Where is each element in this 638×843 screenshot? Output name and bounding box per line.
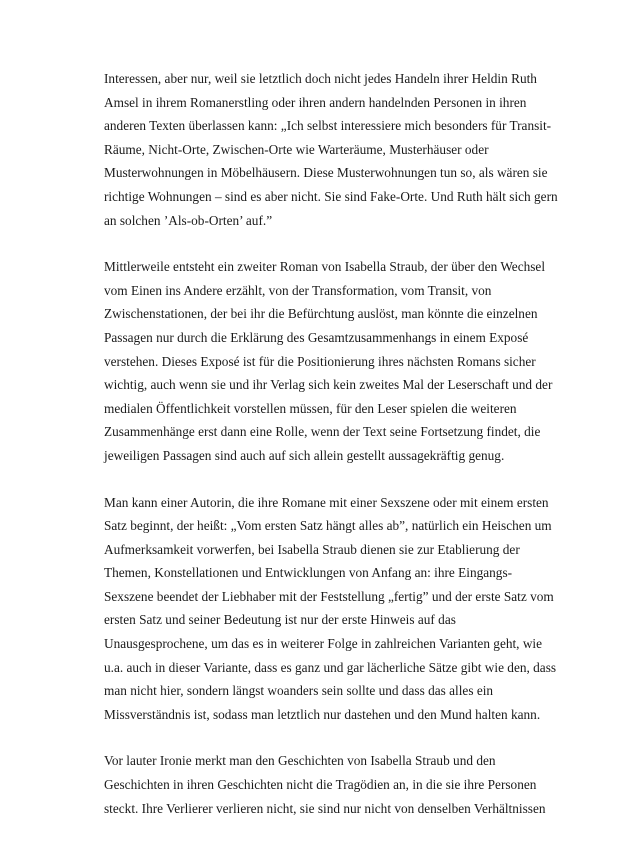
text-line: richtige Wohnungen – sind es aber nicht. Sie sind Fake-Orte. Und Ruth hält sich gern — [104, 188, 558, 204]
text-line: vom Einen ins Andere erzählt, von der Transformation, vom Transit, von — [104, 282, 492, 298]
text-line: Aufmerksamkeit vorwerfen, bei Isabella Straub dienen sie zur Etablierung der — [104, 541, 520, 557]
text-line: Musterwohnungen in Möbelhäusern. Diese Musterwohnungen tun so, als wären sie — [104, 165, 548, 181]
text-line: wichtig, auch wenn sie und ihr Verlag sich kein zweites Mal der Leserschaft und der — [104, 377, 553, 393]
text-line: verstehen. Dieses Exposé ist für die Positionierung ihres nächsten Romans sicher — [104, 353, 536, 369]
text-line: Geschichten in ihren Geschichten nicht die Tragödien an, in die sie ihre Personen — [104, 777, 537, 793]
text-line: Zusammenhänge erst dann eine Rolle, wenn der Text seine Fortsetzung findet, die — [104, 424, 541, 440]
text-line: Satz beginnt, der heißt: „Vom ersten Satz hängt alles ab”, natürlich ein Heischen um — [104, 518, 552, 534]
text-line: Vor lauter Ironie merkt man den Geschichten von Isabella Straub und den — [104, 753, 496, 769]
text-line: Unausgesprochene, um das es in weiterer Folge in zahlreichen Varianten geht, wie — [104, 636, 543, 652]
text-line: Interessen, aber nur, weil sie letztlich doch nicht jedes Handeln ihrer Heldin Ruth — [104, 71, 537, 86]
text-line: an solchen ’Als-ob-Orten’ auf.” — [104, 212, 273, 228]
text-line: Amsel in ihrem Romanerstling oder ihren andern handelnden Personen in ihren — [104, 94, 527, 110]
text-line: medialen Öffentlichkeit vorstellen müssen, für den Leser spielen die weiteren — [104, 400, 517, 416]
text-line: Mittlerweile entsteht ein zweiter Roman von Isabella Straub, der über den Wechsel — [104, 259, 546, 275]
text-line: Passagen nur durch die Erklärung des Gesamtzusammenhangs in einem Exposé — [104, 329, 529, 345]
text-line: Zwischenstationen, der bei ihr die Befürchtung auslöst, man könnte die einzelnen — [104, 306, 538, 322]
text-line: Themen, Konstellationen und Entwicklungen von Anfang an: ihre Eingangs- — [104, 565, 513, 581]
document-body — [104, 67, 558, 843]
text-line: anderen Texten überlassen kann: „Ich selbst interessiere mich besonders für Transit- — [104, 118, 552, 134]
text-line: man nicht hier, sondern längst woanders sein sollte und dass das alles ein — [104, 683, 494, 699]
text-line: steckt. Ihre Verlierer verlieren nicht, sie sind nur nicht von denselben Verhältnissen — [104, 800, 546, 816]
paragraph-3 — [104, 491, 557, 727]
text-line: Räume, Nicht-Orte, Zwischen-Orte wie Warteräume, Musterhäuser oder — [104, 141, 489, 157]
paragraph-1 — [104, 67, 558, 232]
text-line: Missverständnis ist, sodass man letztlich nur dastehen und den Mund halten kann. — [104, 706, 541, 722]
text-line: Sexszene beendet der Liebhaber mit der Feststellung „fertig” und der erste Satz vom — [104, 588, 554, 604]
text-line: ersten Satz und seiner Bedeutung ist nur der erste Hinweis auf das — [104, 612, 456, 628]
paragraph-4 — [104, 749, 546, 820]
text-line: jeweiligen Passagen sind auch auf sich allein gestellt aussagekräftig genug. — [104, 447, 505, 463]
text-line: Man kann einer Autorin, die ihre Romane mit einer Sexszene oder mit einem ersten — [104, 494, 549, 510]
text-line: u.a. auch in dieser Variante, dass es ganz und gar lächerliche Sätze gibt wie den, dass — [104, 659, 557, 675]
paragraph-2 — [104, 255, 553, 467]
